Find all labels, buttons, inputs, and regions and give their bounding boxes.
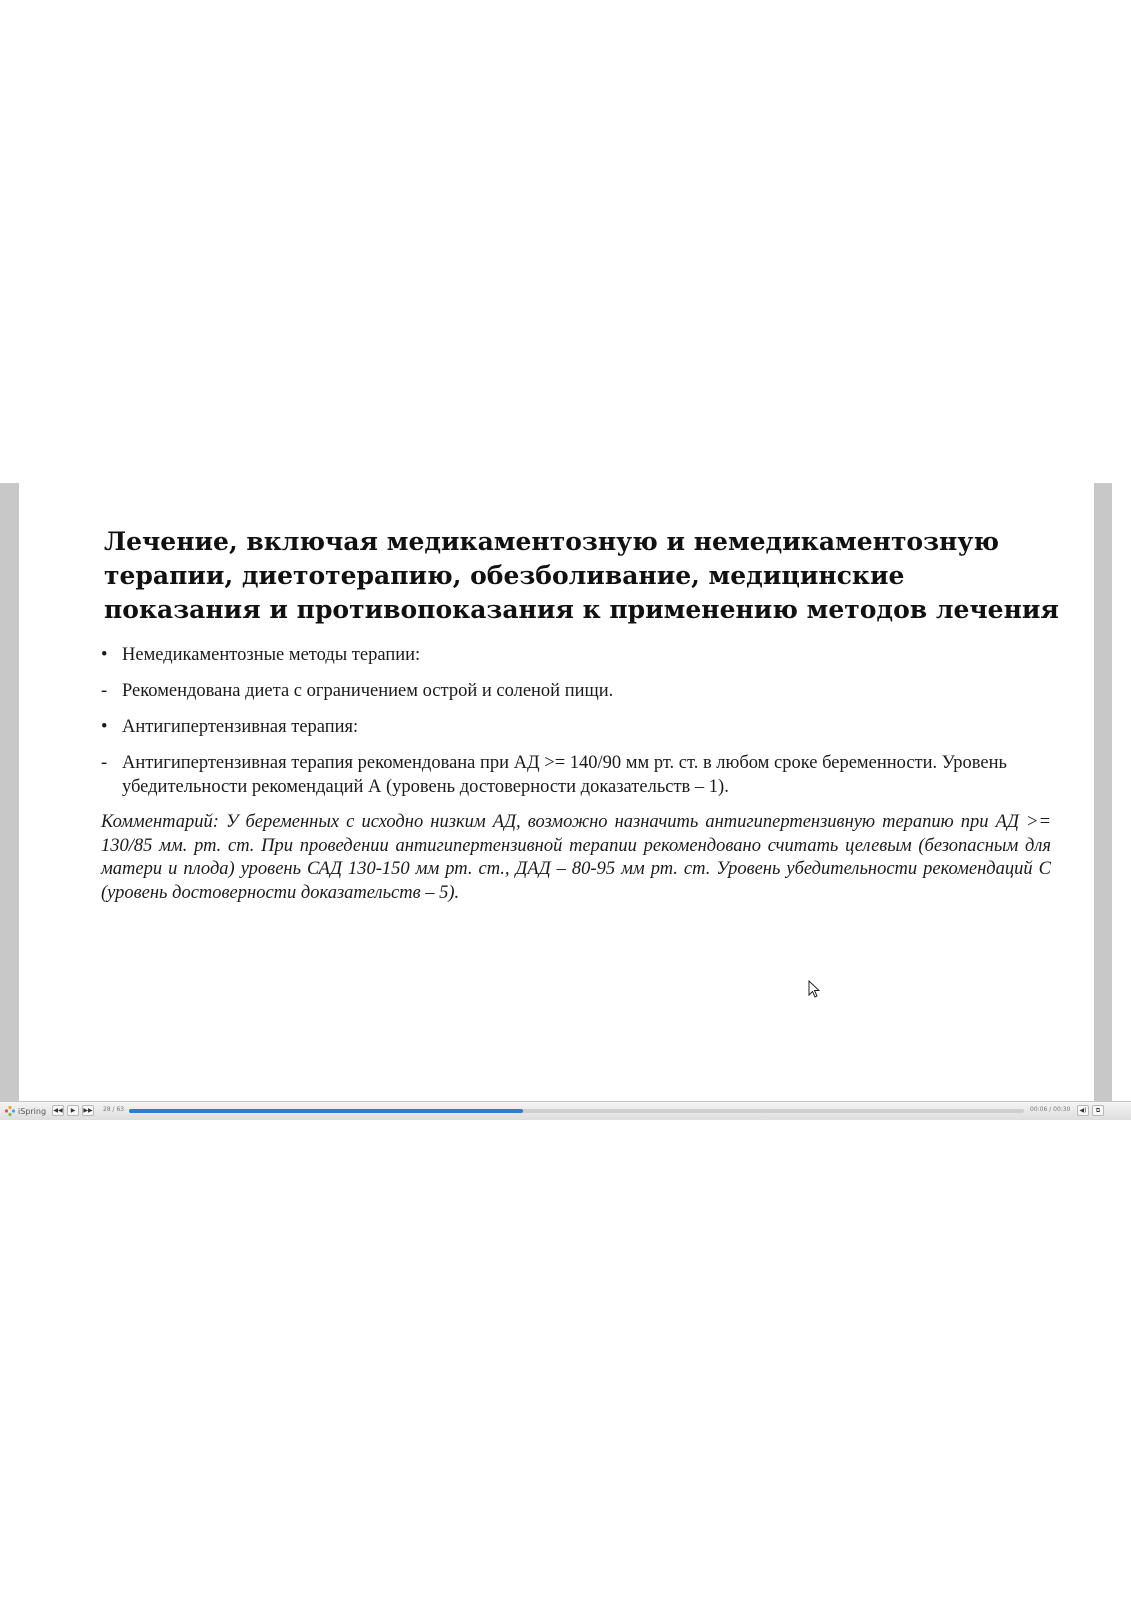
mouse-cursor-icon — [808, 980, 822, 998]
dash-marker: - — [101, 681, 108, 701]
player-controls-bar — [0, 1101, 1131, 1120]
comment-paragraph: Комментарий: У беременных с исходно низким АД, возможно назначить антигипертензивную терапию при АД >= 130/85 мм. рт. ст. При проведении антигипертензивной терапии рекомендовано считать целевым (безопасным для матери и плода) уровень САД 130-150 мм рт. ст., ДАД – 80-95 мм рт. ст. Уровень убедительности рекомендаций С (уровень достоверности доказательств – 5). — [101, 812, 1051, 903]
bullet-marker: • — [101, 717, 108, 737]
ispring-flower-icon — [4, 1105, 16, 1117]
slide-title: Лечение, включая медикаментозную и немедикаментозную терапии, диетотерапию, обезболивание, медицинские показания и противопоказания к применению методов лечения — [104, 527, 1059, 624]
slide-body — [101, 643, 1051, 905]
ispring-logo — [4, 1104, 46, 1118]
slide — [19, 483, 1094, 1101]
logo-text: iSpring — [18, 1106, 47, 1116]
presentation-player — [0, 483, 1131, 1120]
progress-track[interactable] — [129, 1109, 1024, 1113]
previous-slide-button[interactable]: ◀◀ — [53, 1107, 63, 1114]
time-readout: 00:06 / 00:30 — [1030, 1106, 1071, 1113]
slide-counter: 28 / 63 — [103, 1106, 125, 1113]
list-item — [101, 679, 1051, 703]
right-letterbox-bar — [1094, 483, 1112, 1101]
list-item-text: Немедикаментозные методы терапии: — [122, 645, 421, 665]
volume-button[interactable]: ◀) — [1077, 1105, 1089, 1116]
list-item-text: Антигипертензивная терапия: — [122, 717, 359, 737]
list-item — [101, 643, 1051, 667]
list-item — [101, 751, 1051, 799]
bullet-marker: • — [101, 645, 108, 665]
progress-fill — [129, 1109, 523, 1113]
dash-marker: - — [101, 753, 108, 773]
list-item-text: Антигипертензивная терапия рекомендована при АД >= 140/90 мм рт. ст. в любом сроке беременности. Уровень убедительности рекомендаций А (уровень достоверности доказательств – 1). — [122, 753, 1007, 797]
play-button[interactable]: ▶ — [67, 1105, 79, 1116]
list-item-text: Рекомендована диета с ограничением острой и соленой пищи. — [122, 681, 614, 701]
list-item — [101, 715, 1051, 739]
fullscreen-button[interactable]: ⧉ — [1092, 1105, 1104, 1116]
next-slide-button[interactable]: ▶▶ — [83, 1107, 93, 1114]
left-letterbox-bar — [0, 483, 19, 1101]
